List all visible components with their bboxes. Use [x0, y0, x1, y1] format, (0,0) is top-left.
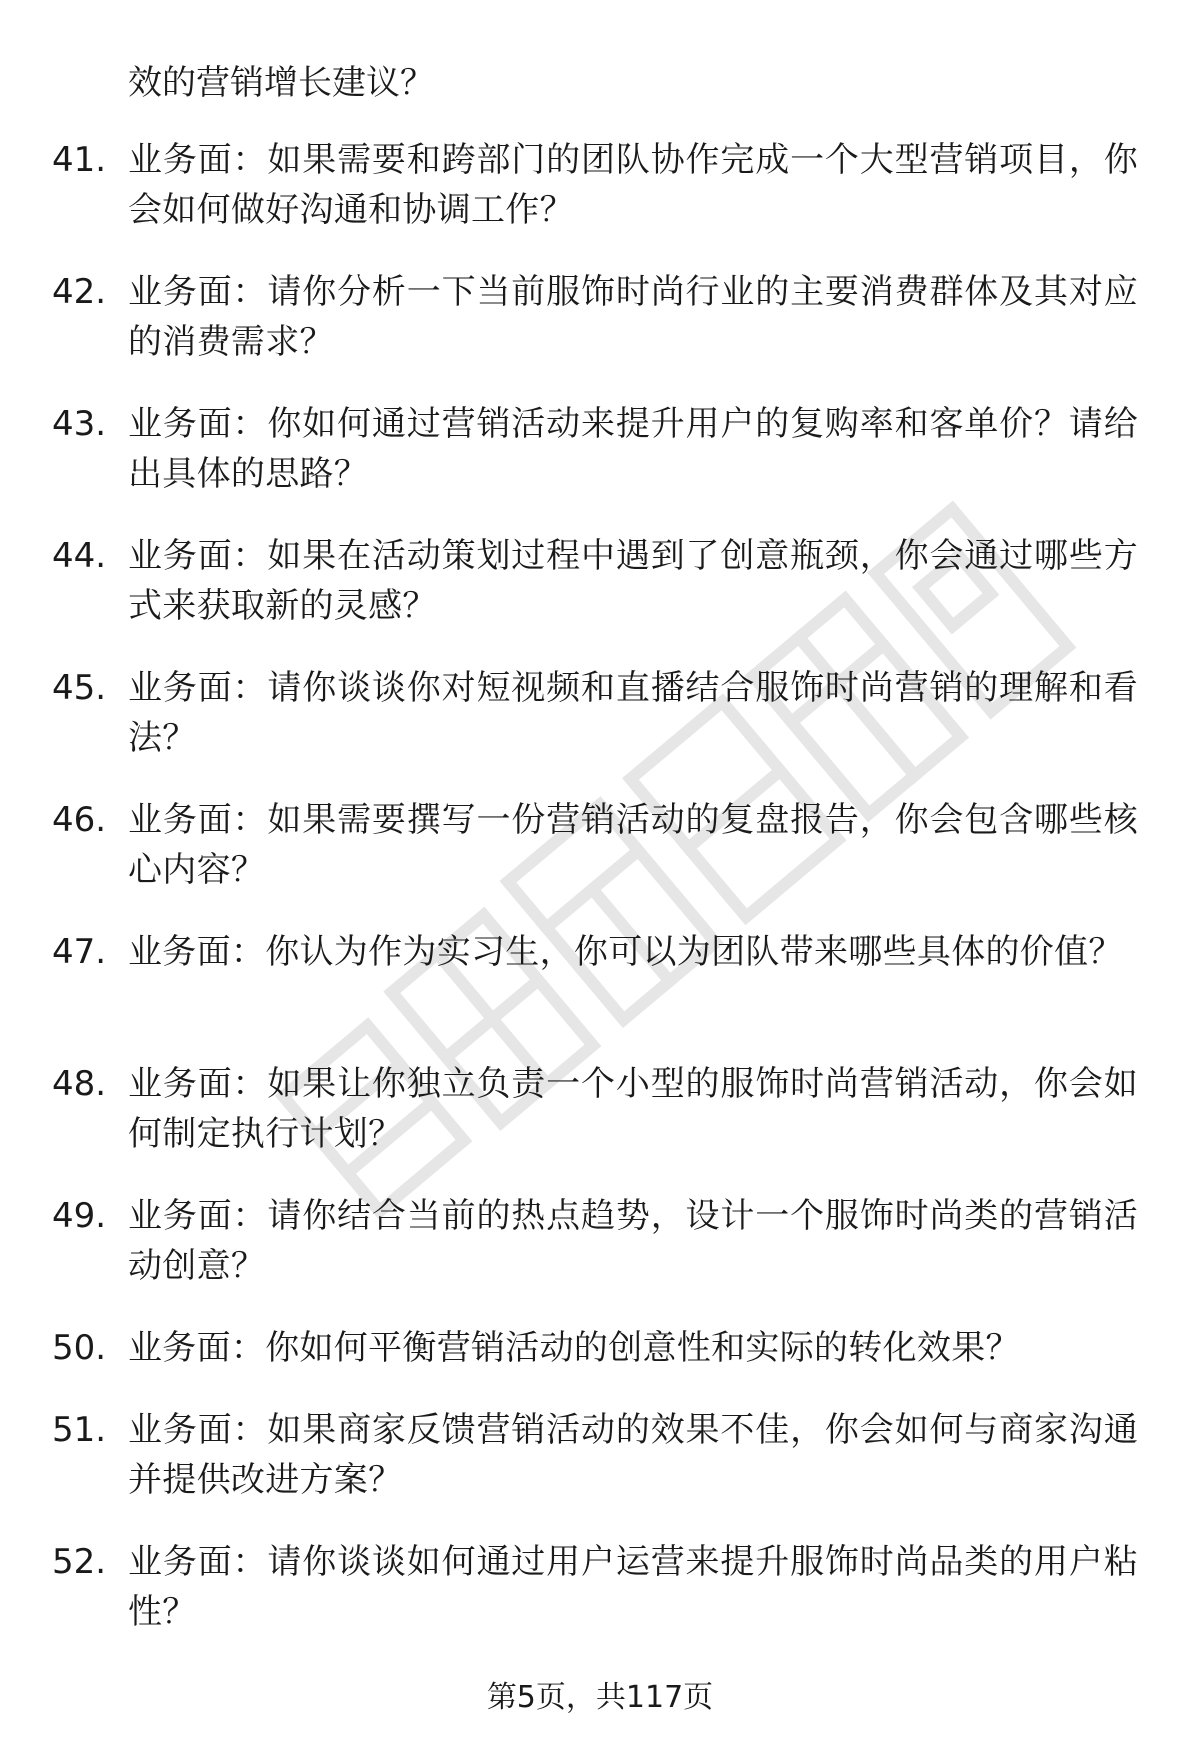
- question-text: 业务面：请你谈谈你对短视频和直播结合服饰时尚营销的理解和看法？: [128, 668, 1138, 758]
- question-number: 52.: [52, 1542, 107, 1582]
- list-item: [0, 1323, 1200, 1405]
- list-item: [0, 531, 1200, 663]
- question-text: 业务面：如果需要和跨部门的团队协作完成一个大型营销项目，你会如何做好沟通和协调工作？: [128, 140, 1138, 230]
- question-text: 业务面：如果让你独立负责一个小型的服饰时尚营销活动，你会如何制定执行计划？: [128, 1064, 1138, 1154]
- question-number: 42.: [52, 272, 107, 312]
- list-item: [0, 1059, 1200, 1191]
- question-text: 业务面：如果在活动策划过程中遇到了创意瓶颈，你会通过哪些方式来获取新的灵感？: [128, 536, 1138, 626]
- list-item: [0, 399, 1200, 531]
- question-text: 业务面：请你分析一下当前服饰时尚行业的主要消费群体及其对应的消费需求？: [128, 272, 1138, 362]
- question-list: [0, 135, 1200, 1669]
- question-text: 业务面：你如何平衡营销活动的创意性和实际的转化效果？: [128, 1328, 1020, 1368]
- list-item: [0, 135, 1200, 267]
- question-number: 48.: [52, 1064, 107, 1104]
- question-text: 业务面：你认为作为实习生，你可以为团队带来哪些具体的价值？: [128, 932, 1123, 972]
- question-number: 44.: [52, 536, 107, 576]
- question-number: 43.: [52, 404, 107, 444]
- list-item: [0, 795, 1200, 927]
- page-footer: 第5页，共117页: [486, 1680, 714, 1715]
- question-number: 49.: [52, 1196, 107, 1236]
- list-item: [0, 927, 1200, 1059]
- question-text: 业务面：请你结合当前的热点趋势，设计一个服饰时尚类的营销活动创意？: [128, 1196, 1138, 1286]
- question-text: 业务面：请你谈谈如何通过用户运营来提升服饰时尚品类的用户粘性？: [128, 1542, 1138, 1632]
- question-text: 业务面：如果需要撰写一份营销活动的复盘报告，你会包含哪些核心内容？: [128, 800, 1138, 890]
- question-number: 46.: [52, 800, 107, 840]
- continued-question-text: 效的营销增长建议？: [128, 63, 434, 103]
- question-text: 业务面：你如何通过营销活动来提升用户的复购率和客单价？请给出具体的思路？: [128, 404, 1138, 494]
- question-number: 41.: [52, 140, 107, 180]
- question-number: 47.: [52, 932, 107, 972]
- question-number: 51.: [52, 1410, 107, 1450]
- question-number: 50.: [52, 1328, 107, 1368]
- list-item: [0, 1191, 1200, 1323]
- list-item: [0, 1537, 1200, 1669]
- list-item: [0, 1405, 1200, 1537]
- question-text: 业务面：如果商家反馈营销活动的效果不佳，你会如何与商家沟通并提供改进方案？: [128, 1410, 1138, 1500]
- list-item: [0, 663, 1200, 795]
- question-number: 45.: [52, 668, 107, 708]
- list-item: [0, 267, 1200, 399]
